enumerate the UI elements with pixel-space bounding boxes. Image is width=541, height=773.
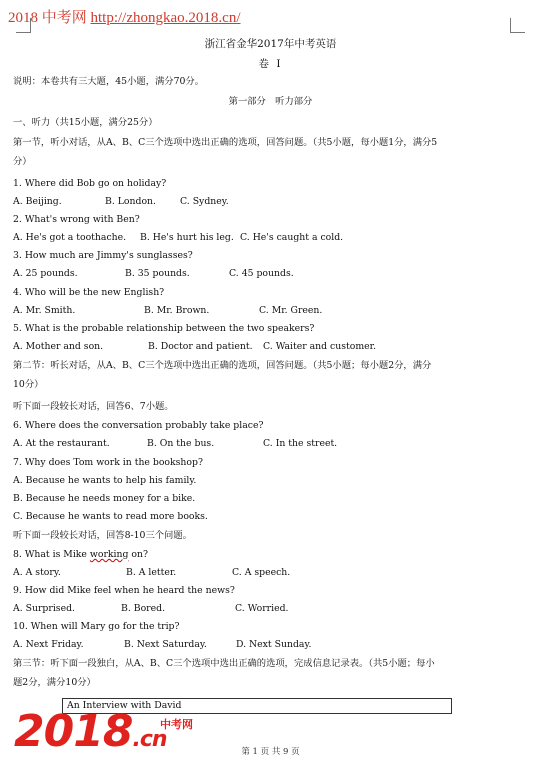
site-logo: 2018.cn bbox=[14, 706, 167, 757]
option-c[interactable]: C. Because he wants to read more books. bbox=[13, 511, 208, 522]
watermark-header bbox=[8, 6, 241, 27]
option-a[interactable]: A. Next Friday. bbox=[13, 639, 84, 650]
section-three-instructions: 第三节：听下面一段独白，从A、B、C三个选项中选出正确的选项，完成信息记录表。（共5小题；每小 bbox=[13, 658, 435, 669]
section-one-instructions: 第一节，听小对话，从A、B、C三个选项中选出正确的选项，回答问题。（共5小题，每小题1分，满分5 bbox=[13, 137, 438, 148]
spelling-flag: working bbox=[89, 549, 129, 560]
watermark-url[interactable]: http://zhongkao.2018.cn/ bbox=[90, 10, 241, 26]
option-b[interactable]: B. On the bus. bbox=[147, 438, 215, 449]
dialogue-intro-6-7: 听下面一段较长对话，回答6、7小题。 bbox=[13, 401, 174, 412]
question-1: 1. Where did Bob go on holiday? bbox=[13, 178, 167, 189]
option-a[interactable]: A. Because he wants to help his family. bbox=[13, 475, 197, 486]
option-b[interactable]: B. He's hurt his leg. bbox=[140, 232, 234, 243]
option-b[interactable]: B. Because he needs money for a bike. bbox=[13, 493, 196, 504]
section-one-instructions-cont: 分） bbox=[13, 156, 32, 167]
section-two-instructions: 第二节：听长对话，从A、B、C三个选项中选出正确的选项，回答问题。（共5小题；每小题2分，满分 bbox=[13, 360, 432, 371]
option-b[interactable]: B. London. bbox=[105, 196, 156, 207]
question-7: 7. Why does Tom work in the bookshop? bbox=[13, 457, 203, 468]
question-2: 2. What's wrong with Ben? bbox=[13, 214, 140, 225]
option-c[interactable]: C. He's caught a cold. bbox=[240, 232, 344, 243]
option-b[interactable]: B. Bored. bbox=[121, 603, 166, 614]
section-two-instructions-cont: 10分） bbox=[13, 379, 44, 390]
option-c[interactable]: C. Waiter and customer. bbox=[263, 341, 377, 352]
option-a[interactable]: A. Mr. Smith. bbox=[13, 305, 76, 316]
option-a[interactable]: A. A story. bbox=[13, 567, 61, 578]
option-a[interactable]: A. Mother and son. bbox=[13, 341, 104, 352]
margin-corner-left bbox=[16, 18, 31, 33]
option-b[interactable]: B. Next Saturday. bbox=[124, 639, 207, 650]
option-c[interactable]: C. A speech. bbox=[232, 567, 291, 578]
question-8: 8. What is Mike working on? bbox=[13, 549, 148, 560]
option-c[interactable]: C. Mr. Green. bbox=[259, 305, 323, 316]
option-b[interactable]: B. Doctor and patient. bbox=[148, 341, 253, 352]
volume-label: 卷 Ⅰ bbox=[258, 58, 283, 70]
question-6: 6. Where does the conversation probably take place? bbox=[13, 420, 264, 431]
question-5: 5. What is the probable relationship between the two speakers? bbox=[13, 323, 315, 334]
option-c[interactable]: C. Worried. bbox=[235, 603, 289, 614]
question-4: 4. Who will be the new English? bbox=[13, 287, 165, 298]
page-footer: 第 1 页 共 9 页 bbox=[241, 747, 300, 757]
document-title: 浙江省金华2017年中考英语 bbox=[204, 38, 337, 50]
option-b[interactable]: B. Mr. Brown. bbox=[144, 305, 210, 316]
option-a[interactable]: A. He's got a toothache. bbox=[13, 232, 127, 243]
option-c[interactable]: C. Sydney. bbox=[180, 196, 229, 207]
option-a[interactable]: A. At the restaurant. bbox=[13, 438, 110, 449]
option-c[interactable]: C. 45 pounds. bbox=[229, 268, 294, 279]
info-table-header: An Interview with David bbox=[62, 698, 452, 714]
option-a[interactable]: A. Surprised. bbox=[13, 603, 75, 614]
option-c[interactable]: C. In the street. bbox=[263, 438, 338, 449]
section-three-instructions-cont: 题2分，满分10分） bbox=[13, 677, 96, 688]
instructions: 说明：本卷共有三大题，45小题，满分70分。 bbox=[13, 76, 205, 87]
option-b[interactable]: B. A letter. bbox=[126, 567, 177, 578]
watermark-brand: 2018 中考网 bbox=[8, 10, 87, 26]
question-10: 10. When will Mary go for the trip? bbox=[13, 621, 180, 632]
part-heading: 第一部分 听力部分 bbox=[228, 96, 313, 107]
option-a[interactable]: A. Beijing. bbox=[13, 196, 62, 207]
dialogue-intro-8-10: 听下面一段较长对话，回答8-10三个问题。 bbox=[13, 530, 192, 541]
section-heading: 一、听力（共15小题，满分25分） bbox=[13, 117, 158, 128]
logo-badge: 中考网 bbox=[160, 718, 193, 731]
option-b[interactable]: B. 35 pounds. bbox=[125, 268, 190, 279]
option-a[interactable]: A. 25 pounds. bbox=[13, 268, 78, 279]
option-d[interactable]: D. Next Sunday. bbox=[236, 639, 312, 650]
question-3: 3. How much are Jimmy's sunglasses? bbox=[13, 250, 193, 261]
question-9: 9. How did Mike feel when he heard the news? bbox=[13, 585, 235, 596]
margin-corner-right bbox=[510, 18, 525, 33]
